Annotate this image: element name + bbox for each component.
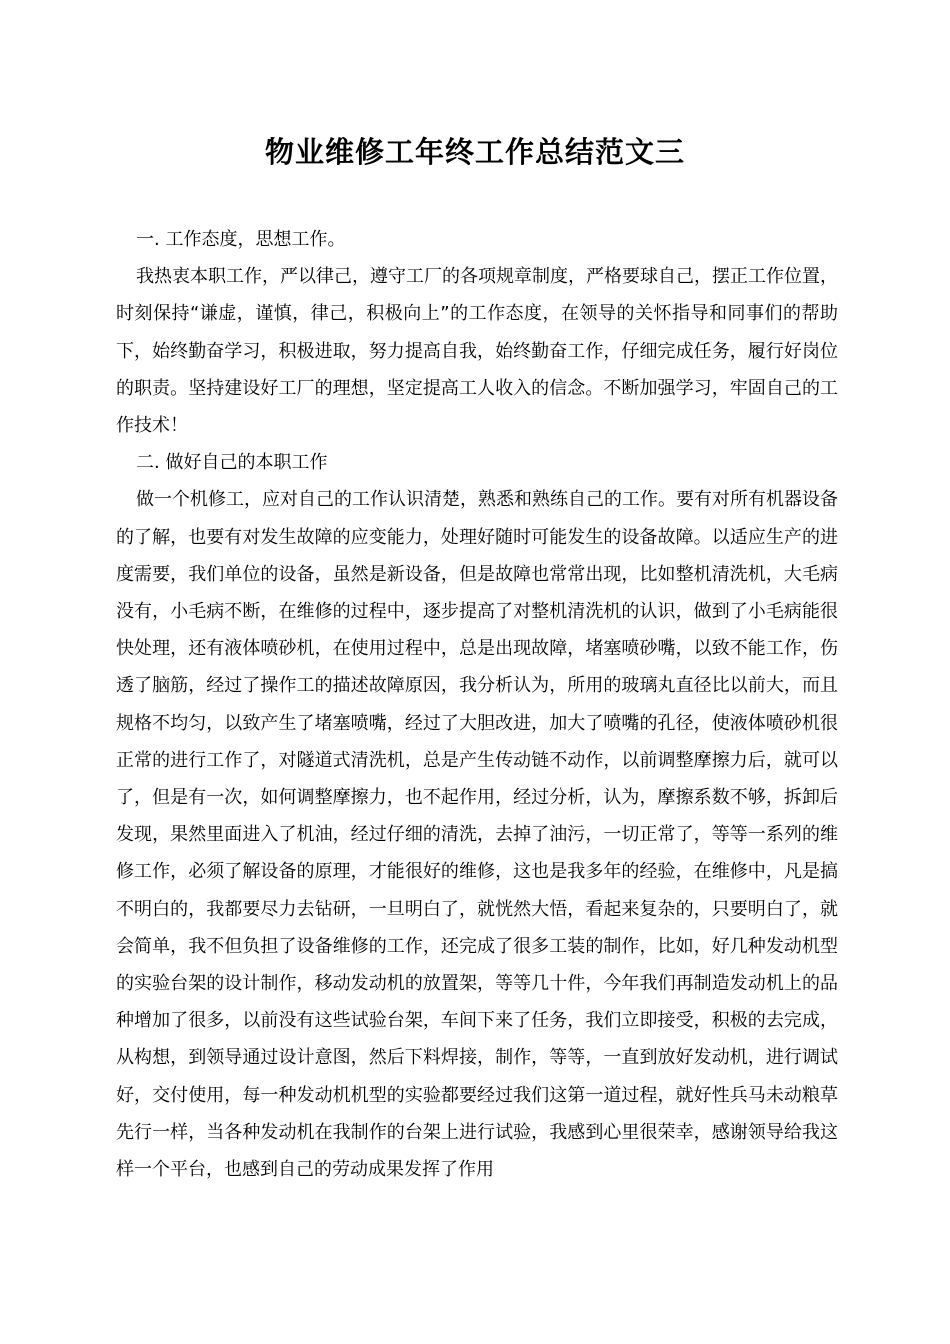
body-paragraph-1: 我热衷本职工作，严以律己，遵守工厂的各项规章制度，严格要球自己，摆正工作位置，时刻保持“谦虚，谨慎，律己，积极向上”的工作态度，在领导的关怀指导和同事们的帮助下，始终勤奋学习，积极进取，努力提高自我，始终勤奋工作，仔细完成任务，履行好岗位的职责。坚持建设好工厂的理想，坚定提高工人收入的信念。不断加强学习，牢固自己的工作技术！ — [116, 266, 838, 437]
section-heading-2: 二. 做好自己的本职工作 — [136, 452, 328, 474]
document-title: 物业维修工年终工作总结范文三 — [264, 135, 685, 169]
body-paragraph-2: 做一个机修工，应对自己的工作认识清楚，熟悉和熟练自己的工作。要有对所有机器设备的了解，也要有对发生故障的应变能力，处理好随时可能发生的设备故障。以适应生产的进度需要，我们单位的设备，虽然是新设备，但是故障也常常出现，比如整机清洗机，大毛病没有，小毛病不断，在维修的过程中，逐步提高了对整机清洗机的认识，做到了小毛病能很快处理，还有液体喷砂机，在使用过程中，总是出现故障，堵塞喷砂嘴，以致不能工作，伤透了脑筋，经过了操作工的描述故障原因，我分析认为，所用的玻璃丸直径比以前大，而且规格不均匀，以致产生了堵塞喷嘴，经过了大胆改进，加大了喷嘴的孔径，使液体喷砂机很正常的进行工作了，对隧道式清洗机，总是产生传动链不动作，以前调整摩擦力后，就可以了，但是有一次，如何调整摩擦力，也不起作用，经过分析，认为，摩擦系数不够，拆卸后发现，果然里面进入了机油，经过仔细的清洗，去掉了油污，一切正常了，等等一系列的维修工作，必须了解设备的原理，才能很好的维修，这也是我多年的经验，在维修中，凡是搞不明白的，我都要尽力去钻研，一旦明白了，就恍然大悟，看起来复杂的，只要明白了，就会简单，我不但负担了设备维修的工作，还完成了很多工装的制作，比如，好几种发动机型的实验台架的设计制作，移动发动机的放置架，等等几十件，今年我们再制造发动机上的品种增加了很多，以前没有这些试验台架，车间下来了任务，我们立即接受，积极的去完成，从构想，到领导通过设计意图，然后下料焊接，制作，等等，一直到放好发动机，进行调试好，交付使用，每一种发动机机型的实验都要经过我们这第一道过程，就好性兵马未动粮草先行一样，当各种发动机在我制作的台架上进行试验，我感到心里很荣幸，感谢领导给我这样一个平台，也感到自己的劳动成果发挥了作用 — [116, 489, 838, 1181]
document-body — [116, 221, 838, 1188]
section-heading-1: 一. 工作态度，思想工作。 — [136, 229, 346, 250]
